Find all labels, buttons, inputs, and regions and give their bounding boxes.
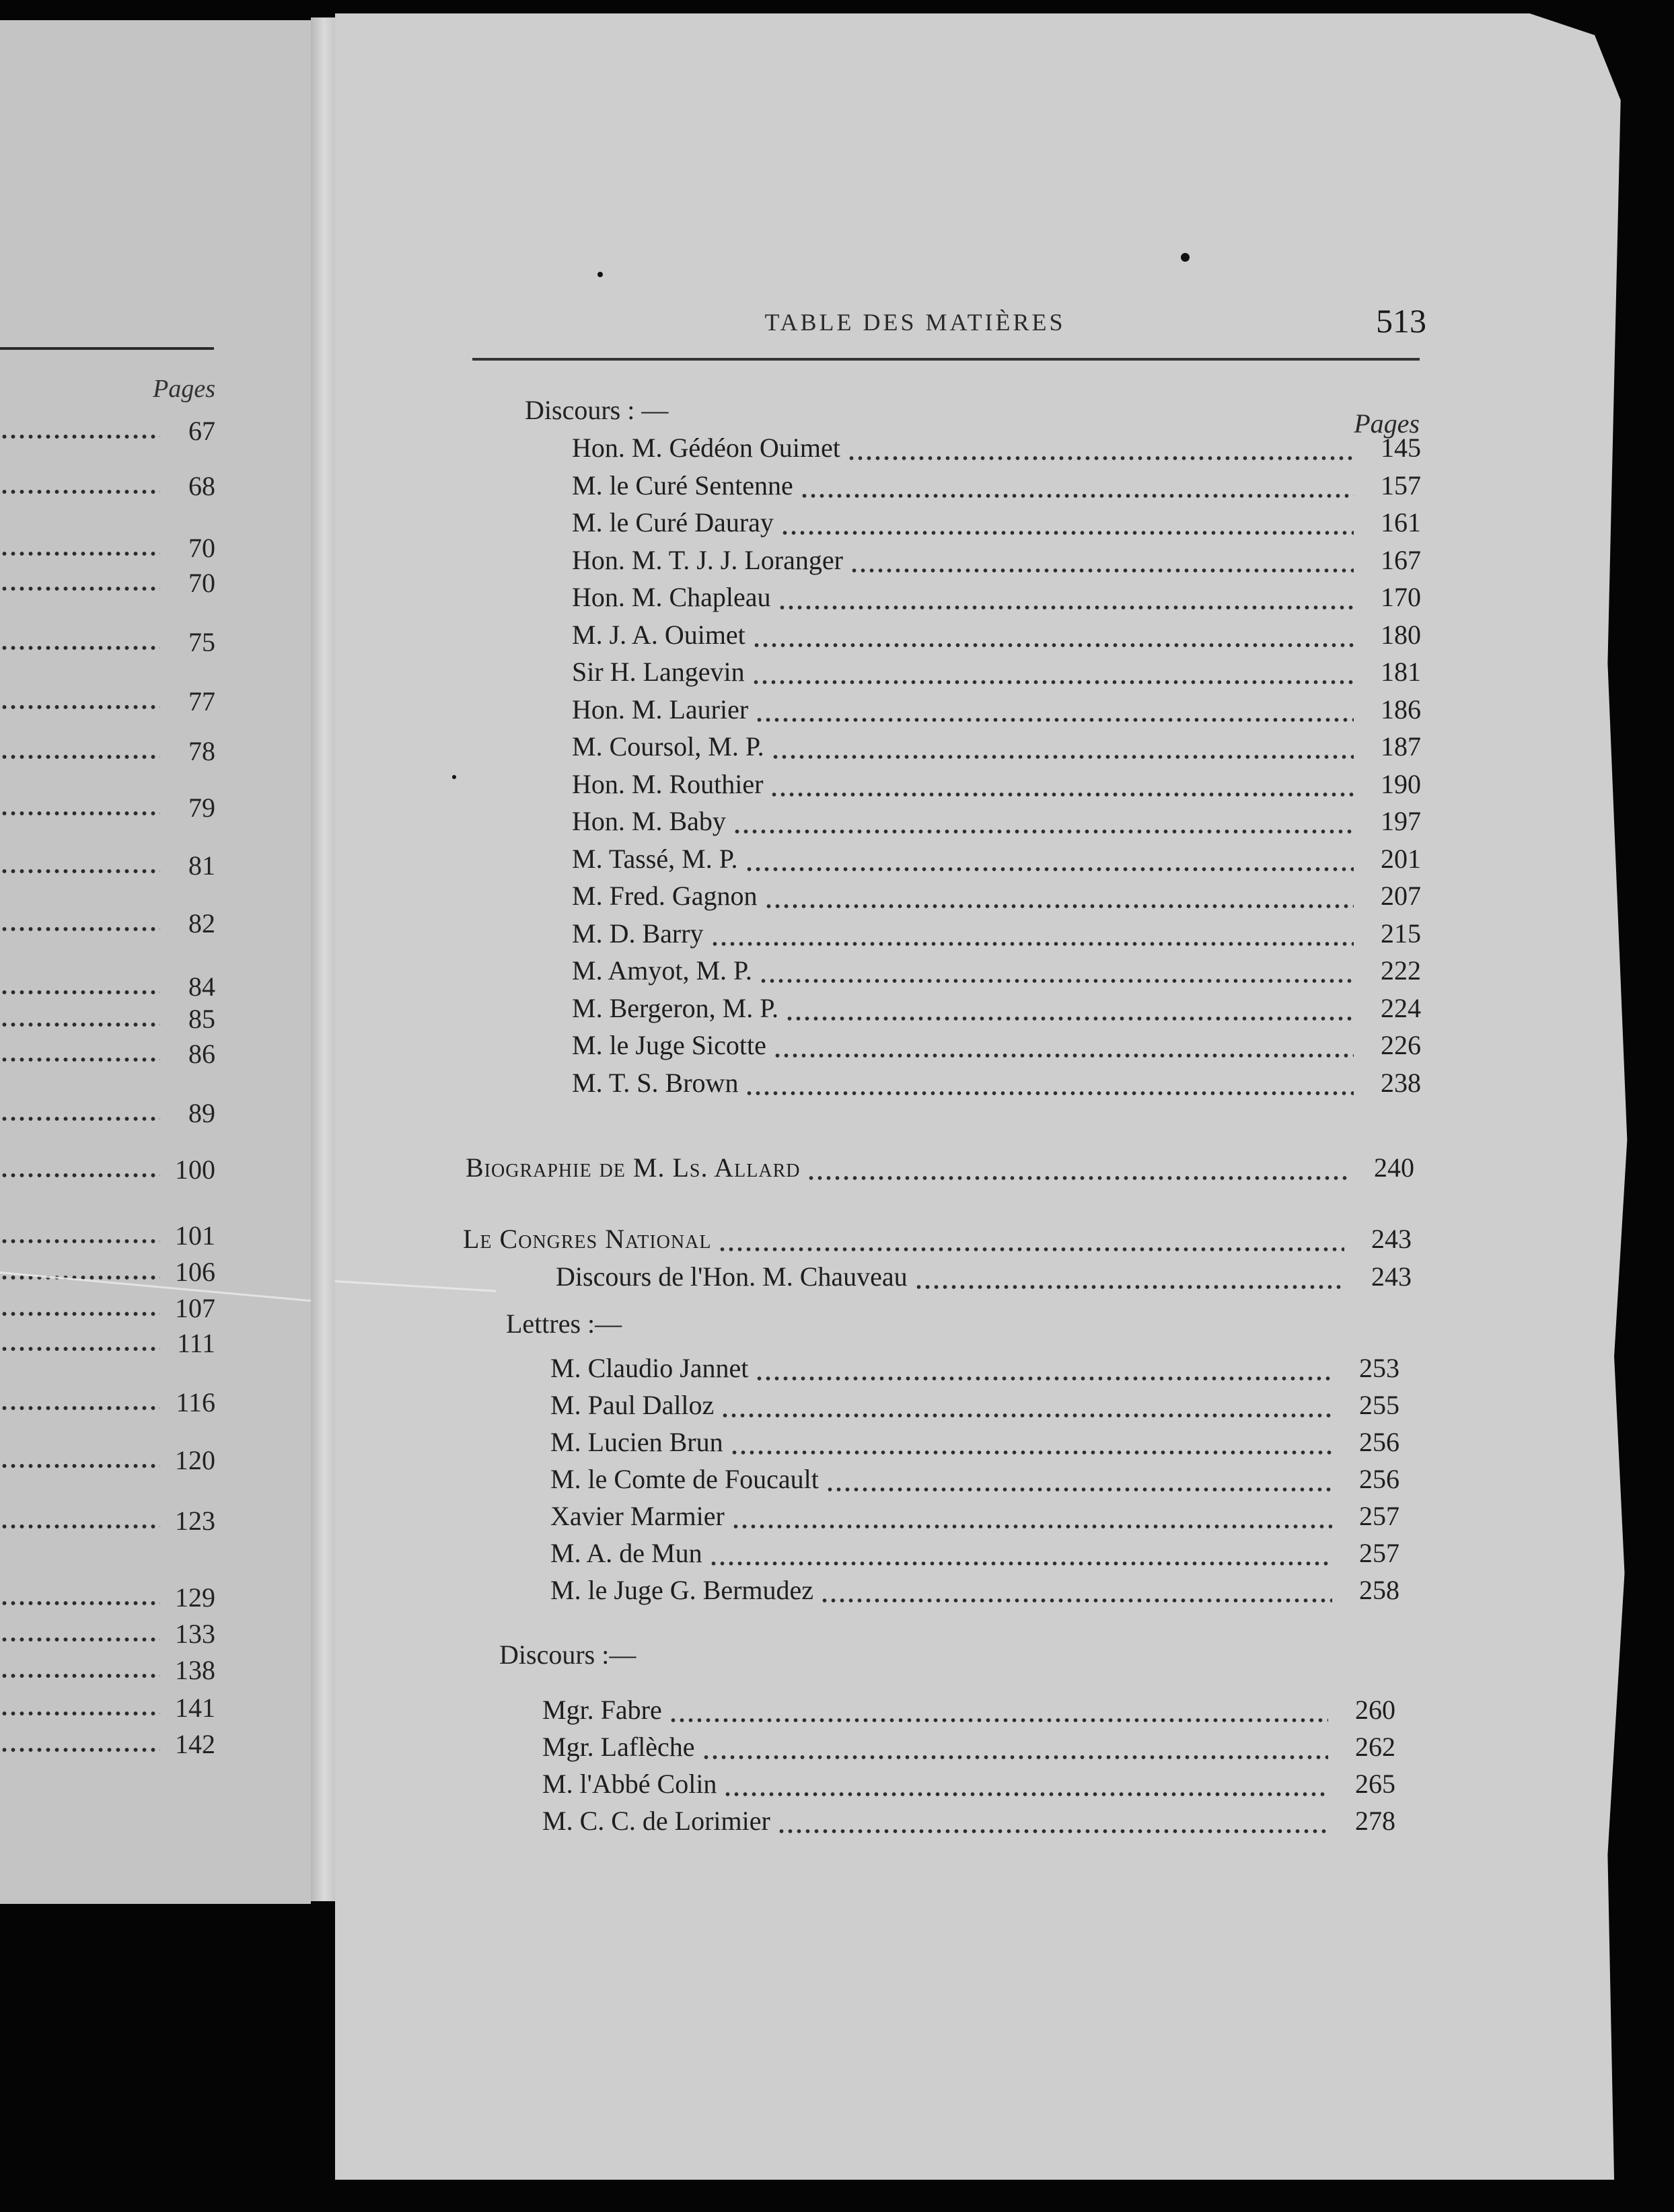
- dot-leader: [669, 1717, 1328, 1724]
- entry-page: 215: [1381, 918, 1421, 949]
- left-entry-page: 107: [175, 1293, 215, 1323]
- entry-title: M. le Curé Dauray: [572, 507, 774, 538]
- left-toc-row: [0, 1444, 215, 1477]
- entry-page: 157: [1381, 470, 1421, 501]
- entry-title: M. Tassé, M. P.: [572, 843, 738, 874]
- left-toc-row: [0, 1002, 215, 1036]
- left-toc-row: [0, 626, 215, 659]
- entry-title: M. Paul Dalloz: [550, 1390, 715, 1420]
- toc-entry-congres: [463, 1223, 1412, 1261]
- dot-leader: [914, 1284, 1344, 1290]
- left-entry-page: 70: [188, 533, 215, 563]
- toc-entry: [542, 1805, 1395, 1843]
- left-toc-row: [0, 1386, 215, 1420]
- left-toc-row: [0, 1219, 215, 1253]
- dot-leader: [770, 791, 1354, 798]
- left-entry-page: 70: [188, 568, 215, 598]
- entry-title: M. Fred. Gagnon: [572, 881, 758, 911]
- entry-page: 201: [1381, 843, 1421, 874]
- toc-entry: [550, 1574, 1399, 1612]
- dot-leader: [0, 753, 160, 760]
- ink-speck: [1181, 253, 1190, 262]
- dot-leader: [0, 488, 160, 495]
- dot-leader: [730, 1449, 1332, 1456]
- left-toc-row: [0, 1504, 215, 1538]
- entry-page: 262: [1355, 1732, 1395, 1762]
- left-entry-page: 111: [176, 1328, 215, 1358]
- toc-entry: [572, 768, 1421, 806]
- toc-entry: [572, 544, 1421, 582]
- entry-title: M. le Comte de Foucault: [550, 1464, 819, 1494]
- entry-page: 258: [1359, 1575, 1399, 1605]
- entry-title: Le Congres National: [463, 1224, 712, 1254]
- dot-leader: [0, 1523, 160, 1530]
- dot-leader: [0, 1405, 160, 1411]
- ink-speck: [452, 775, 456, 779]
- page-number: 513: [1376, 302, 1426, 340]
- left-toc-row: [0, 1728, 215, 1761]
- page-gutter: [311, 17, 338, 1901]
- entry-page: 197: [1381, 806, 1421, 836]
- dot-leader: [718, 1246, 1344, 1253]
- dot-leader: [764, 903, 1354, 910]
- dot-leader: [773, 1052, 1354, 1059]
- left-entry-page: 141: [175, 1693, 215, 1723]
- dot-leader: [0, 1600, 160, 1607]
- toc-entry: [572, 843, 1421, 881]
- left-toc-row: [0, 1037, 215, 1071]
- dot-leader: [847, 455, 1354, 462]
- toc-entry: [572, 470, 1421, 507]
- entry-page: 145: [1381, 433, 1421, 463]
- dot-leader: [785, 1015, 1354, 1022]
- dot-leader: [0, 704, 160, 710]
- ink-speck: [597, 272, 603, 277]
- dot-leader: [0, 550, 160, 557]
- entry-title: M. Bergeron, M. P.: [572, 992, 779, 1023]
- entry-title: Xavier Marmier: [550, 1501, 725, 1531]
- entry-title: M. le Juge Sicotte: [572, 1030, 766, 1060]
- left-toc-row: [0, 791, 215, 825]
- toc-entry: [572, 432, 1421, 470]
- dot-leader: [0, 585, 160, 592]
- dot-leader: [777, 1828, 1328, 1835]
- entry-page: 186: [1381, 694, 1421, 725]
- entry-title: Biographie de M. Ls. Allard: [466, 1152, 801, 1183]
- lettres-label: Lettres :—: [506, 1308, 622, 1339]
- toc-entry: [542, 1768, 1395, 1806]
- left-entry-page: 79: [188, 792, 215, 823]
- entry-page: 265: [1355, 1769, 1395, 1799]
- entry-title: Hon. M. Chapleau: [572, 582, 771, 612]
- toc-entry: [572, 694, 1421, 731]
- entry-page: 224: [1381, 992, 1421, 1023]
- discours-label: Discours : —: [525, 395, 669, 425]
- entry-title: Mgr. Laflèche: [542, 1732, 695, 1762]
- dot-leader: [0, 1311, 160, 1317]
- left-toc-row: [0, 1327, 215, 1360]
- entry-page: 278: [1355, 1806, 1395, 1836]
- dot-leader: [771, 753, 1354, 760]
- dot-leader: [745, 866, 1354, 873]
- toc-entry: [572, 880, 1421, 918]
- left-toc-row: [0, 414, 215, 448]
- left-toc-row: [0, 1691, 215, 1725]
- entry-page: 222: [1381, 955, 1421, 986]
- dot-leader: [850, 567, 1354, 574]
- dot-leader: [0, 1345, 160, 1352]
- left-entry-page: 116: [176, 1387, 215, 1417]
- dot-leader: [0, 810, 160, 817]
- toc-entry: [542, 1731, 1395, 1769]
- left-toc-row: [0, 1654, 215, 1687]
- entry-title: M. Coursol, M. P.: [572, 731, 764, 762]
- toc-entry: [572, 1067, 1421, 1105]
- toc-entry: [550, 1537, 1399, 1575]
- left-toc-row: [0, 1097, 215, 1130]
- left-entry-page: 78: [188, 736, 215, 766]
- dot-leader: [0, 1021, 160, 1028]
- entry-page: 161: [1381, 507, 1421, 538]
- entry-page: 260: [1355, 1695, 1395, 1725]
- entry-title: M. A. de Mun: [550, 1538, 702, 1568]
- left-entry-page: 138: [175, 1655, 215, 1685]
- left-pages-label: Pages: [153, 375, 215, 403]
- dot-leader: [755, 1375, 1332, 1382]
- left-entry-page: 75: [188, 627, 215, 657]
- entry-title: M. Amyot, M. P.: [572, 955, 752, 986]
- dot-leader: [745, 1090, 1354, 1097]
- left-entry-page: 101: [175, 1220, 215, 1251]
- dot-leader: [0, 433, 160, 440]
- toc-entry: [572, 955, 1421, 992]
- left-entry-page: 86: [188, 1039, 215, 1069]
- entry-title: Mgr. Fabre: [542, 1695, 662, 1725]
- entry-title: M. C. C. de Lorimier: [542, 1806, 770, 1836]
- toc-entry: [550, 1389, 1399, 1427]
- entry-title: Discours de l'Hon. M. Chauveau: [556, 1261, 908, 1292]
- left-page-rule: [0, 347, 214, 350]
- left-toc-row: [0, 970, 215, 1004]
- entry-page: 180: [1381, 619, 1421, 650]
- entry-title: M. Claudio Jannet: [550, 1353, 749, 1383]
- dot-leader: [0, 1238, 160, 1245]
- dot-leader: [0, 1172, 160, 1179]
- left-entry-page: 85: [188, 1004, 215, 1034]
- entry-title: M. T. S. Brown: [572, 1067, 739, 1098]
- left-entry-page: 84: [188, 971, 215, 1002]
- toc-entry: [572, 619, 1421, 657]
- left-toc-row: [0, 1617, 215, 1651]
- toc-entry: [542, 1694, 1395, 1732]
- left-toc-row: [0, 1581, 215, 1615]
- entry-page: 256: [1359, 1427, 1399, 1457]
- toc-entry-biographie: [466, 1152, 1414, 1189]
- toc-entry: [572, 1029, 1421, 1067]
- entry-page: 187: [1381, 731, 1421, 762]
- toc-entry: [550, 1500, 1399, 1538]
- entry-title: Hon. M. Baby: [572, 806, 726, 836]
- dot-leader: [807, 1175, 1347, 1181]
- left-entry-page: 142: [175, 1729, 215, 1759]
- entry-title: M. D. Barry: [572, 918, 704, 949]
- left-toc-row: [0, 1153, 215, 1187]
- dot-leader: [752, 679, 1354, 686]
- dot-leader: [755, 716, 1354, 723]
- toc-entry: [572, 805, 1421, 843]
- left-entry-page: 81: [188, 850, 215, 881]
- dot-leader: [752, 642, 1354, 649]
- dot-leader: [0, 868, 160, 875]
- entry-title: M. le Juge G. Bermudez: [550, 1575, 814, 1605]
- entry-title: Hon. M. Routhier: [572, 768, 764, 799]
- running-title: TABLE DES MATIÈRES: [764, 309, 1066, 336]
- toc-entry: [572, 656, 1421, 694]
- toc-entry: [550, 1463, 1399, 1501]
- dot-leader: [780, 529, 1354, 536]
- entry-title: Hon. M. Gédéon Ouimet: [572, 433, 840, 463]
- entry-title: Hon. M. Laurier: [572, 694, 749, 725]
- dot-leader: [0, 1672, 160, 1679]
- entry-page: 257: [1359, 1538, 1399, 1568]
- dot-leader: [0, 1056, 160, 1063]
- left-page: [0, 20, 311, 1904]
- dot-leader: [759, 978, 1354, 984]
- dot-leader: [709, 1560, 1332, 1567]
- toc-entry: [572, 731, 1421, 768]
- dot-leader: [711, 941, 1354, 947]
- entry-title: M. le Curé Sentenne: [572, 470, 793, 501]
- dot-leader: [778, 604, 1354, 611]
- toc-entry: [572, 507, 1421, 544]
- dot-leader: [721, 1412, 1332, 1419]
- entry-page: 238: [1381, 1067, 1421, 1098]
- dot-leader: [826, 1486, 1332, 1493]
- entry-page: 181: [1381, 657, 1421, 687]
- entry-title: M. Lucien Brun: [550, 1427, 723, 1457]
- entry-page: 243: [1371, 1224, 1412, 1254]
- dot-leader: [0, 1636, 160, 1643]
- dot-leader: [0, 1463, 160, 1469]
- entry-page: 170: [1381, 582, 1421, 612]
- entry-page: 167: [1381, 544, 1421, 575]
- dot-leader: [731, 1523, 1332, 1530]
- dot-leader: [0, 1115, 160, 1122]
- left-entry-page: 89: [188, 1098, 215, 1128]
- dot-leader: [0, 1710, 160, 1717]
- toc-entry: [572, 918, 1421, 955]
- entry-page: 243: [1371, 1261, 1412, 1292]
- toc-entry: [550, 1352, 1399, 1390]
- left-entry-page: 68: [188, 471, 215, 501]
- discours-label-2: Discours :—: [499, 1639, 636, 1670]
- left-toc-row: [0, 735, 215, 768]
- left-entry-page: 120: [175, 1445, 215, 1475]
- entry-page: 190: [1381, 768, 1421, 799]
- left-toc-row: [0, 470, 215, 503]
- entry-page: 256: [1359, 1464, 1399, 1494]
- entry-page: 226: [1381, 1030, 1421, 1060]
- entry-page: 255: [1359, 1390, 1399, 1420]
- left-entry-page: 77: [188, 686, 215, 716]
- left-toc-row: [0, 566, 215, 600]
- dot-leader: [820, 1597, 1332, 1604]
- dot-leader: [0, 926, 160, 932]
- left-entry-page: 123: [175, 1506, 215, 1536]
- entry-page: 253: [1359, 1353, 1399, 1383]
- entry-page: 257: [1359, 1501, 1399, 1531]
- left-entry-page: 82: [188, 908, 215, 938]
- dot-leader: [0, 644, 160, 651]
- toc-entry-chauveau: [556, 1261, 1412, 1298]
- left-toc-row: [0, 531, 215, 565]
- entry-title: Sir H. Langevin: [572, 657, 745, 687]
- left-entry-page: 67: [188, 416, 215, 446]
- dot-leader: [0, 1746, 160, 1753]
- header-rule: [472, 358, 1420, 361]
- left-entry-page: 133: [175, 1619, 215, 1649]
- left-toc-row: [0, 1255, 215, 1289]
- entry-page: 207: [1381, 881, 1421, 911]
- entry-title: Hon. M. T. J. J. Loranger: [572, 544, 843, 575]
- dot-leader: [800, 492, 1354, 499]
- left-toc-row: [0, 1292, 215, 1325]
- left-toc-row: [0, 685, 215, 718]
- toc-entry: [572, 992, 1421, 1030]
- dot-leader: [0, 989, 160, 996]
- toc-entry: [572, 581, 1421, 619]
- entry-title: M. l'Abbé Colin: [542, 1769, 717, 1799]
- left-toc-row: [0, 907, 215, 941]
- pages-column-label: Pages: [1354, 408, 1420, 439]
- dot-leader: [733, 828, 1354, 835]
- left-toc-row: [0, 849, 215, 883]
- entry-page: 240: [1374, 1152, 1414, 1183]
- left-entry-page: 106: [175, 1257, 215, 1287]
- dot-leader: [723, 1791, 1328, 1798]
- left-entry-page: 129: [175, 1582, 215, 1613]
- left-entry-page: 100: [175, 1154, 215, 1185]
- dot-leader: [702, 1754, 1328, 1761]
- toc-entry: [550, 1426, 1399, 1464]
- entry-title: M. J. A. Ouimet: [572, 619, 745, 650]
